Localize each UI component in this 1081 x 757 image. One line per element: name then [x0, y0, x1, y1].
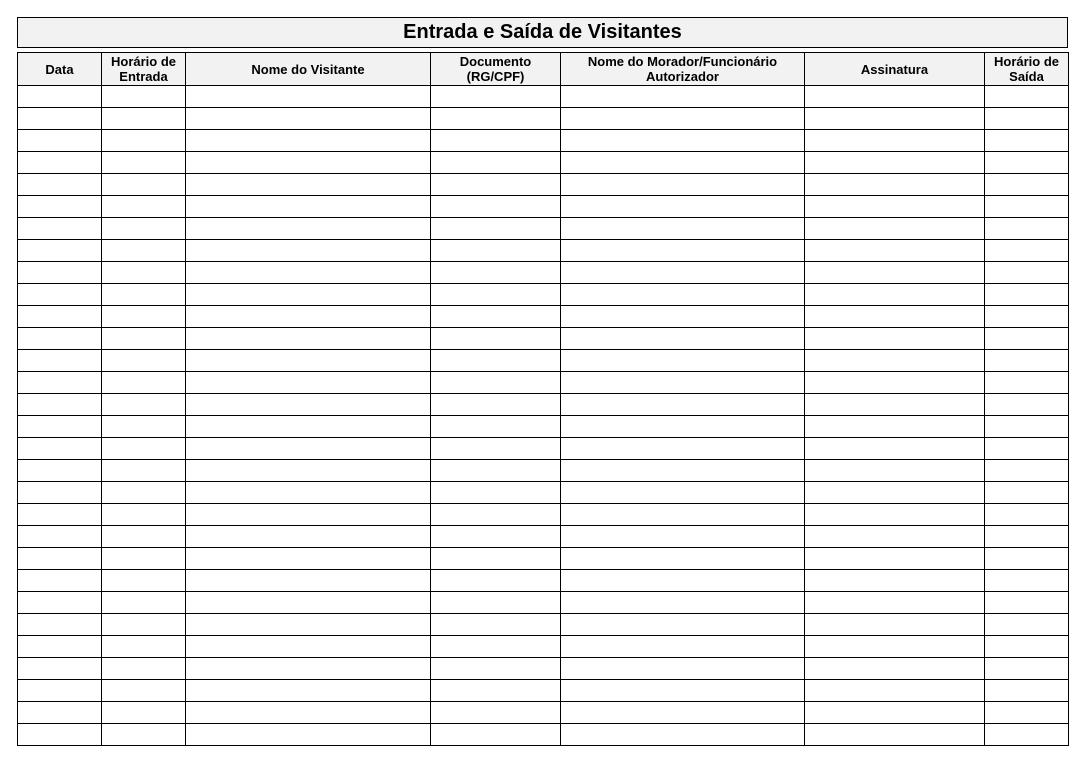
entry-time-cell	[102, 86, 186, 108]
signature-cell	[805, 130, 985, 152]
document-cell	[431, 350, 561, 372]
table-row	[18, 570, 1069, 592]
log-body	[18, 86, 1069, 746]
exit-time-cell	[985, 284, 1069, 306]
entry-time-cell	[102, 460, 186, 482]
authorizer-cell	[561, 218, 805, 240]
signature-cell	[805, 328, 985, 350]
entry-time-cell	[102, 240, 186, 262]
table-row	[18, 636, 1069, 658]
entry-time-cell	[102, 592, 186, 614]
document-cell	[431, 526, 561, 548]
authorizer-cell	[561, 504, 805, 526]
exit-time-cell	[985, 482, 1069, 504]
date-cell	[18, 504, 102, 526]
column-header-visitor-name: Nome do Visitante	[186, 53, 431, 86]
visitor-name-cell	[186, 86, 431, 108]
authorizer-cell	[561, 130, 805, 152]
entry-time-cell	[102, 262, 186, 284]
date-cell	[18, 350, 102, 372]
authorizer-cell	[561, 592, 805, 614]
authorizer-cell	[561, 438, 805, 460]
visitor-name-cell	[186, 174, 431, 196]
document-cell	[431, 504, 561, 526]
exit-time-cell	[985, 504, 1069, 526]
entry-time-cell	[102, 108, 186, 130]
signature-cell	[805, 614, 985, 636]
entry-time-cell	[102, 394, 186, 416]
document-cell	[431, 614, 561, 636]
date-cell	[18, 724, 102, 746]
authorizer-cell	[561, 196, 805, 218]
exit-time-cell	[985, 86, 1069, 108]
date-cell	[18, 174, 102, 196]
signature-cell	[805, 108, 985, 130]
visitor-name-cell	[186, 504, 431, 526]
column-header-entry-time: Horário de Entrada	[102, 53, 186, 86]
signature-cell	[805, 438, 985, 460]
column-header-document: Documento (RG/CPF)	[431, 53, 561, 86]
exit-time-cell	[985, 372, 1069, 394]
visitor-name-cell	[186, 526, 431, 548]
entry-time-cell	[102, 614, 186, 636]
signature-cell	[805, 394, 985, 416]
document-cell	[431, 284, 561, 306]
visitor-log-sheet	[17, 17, 1068, 746]
signature-cell	[805, 306, 985, 328]
authorizer-cell	[561, 152, 805, 174]
document-cell	[431, 548, 561, 570]
authorizer-cell	[561, 482, 805, 504]
visitor-name-cell	[186, 592, 431, 614]
table-row	[18, 702, 1069, 724]
table-row	[18, 592, 1069, 614]
document-cell	[431, 636, 561, 658]
date-cell	[18, 130, 102, 152]
entry-time-cell	[102, 482, 186, 504]
entry-time-cell	[102, 196, 186, 218]
signature-cell	[805, 526, 985, 548]
entry-time-cell	[102, 702, 186, 724]
visitor-name-cell	[186, 350, 431, 372]
authorizer-cell	[561, 614, 805, 636]
column-header-authorizer: Nome do Morador/Funcionário Autorizador	[561, 53, 805, 86]
signature-cell	[805, 570, 985, 592]
document-cell	[431, 724, 561, 746]
authorizer-cell	[561, 702, 805, 724]
visitor-name-cell	[186, 636, 431, 658]
document-cell	[431, 306, 561, 328]
entry-time-cell	[102, 284, 186, 306]
date-cell	[18, 526, 102, 548]
table-row	[18, 460, 1069, 482]
entry-time-cell	[102, 350, 186, 372]
signature-cell	[805, 658, 985, 680]
visitor-name-cell	[186, 416, 431, 438]
document-cell	[431, 702, 561, 724]
signature-cell	[805, 284, 985, 306]
date-cell	[18, 218, 102, 240]
exit-time-cell	[985, 240, 1069, 262]
authorizer-cell	[561, 350, 805, 372]
table-row	[18, 614, 1069, 636]
document-cell	[431, 394, 561, 416]
exit-time-cell	[985, 702, 1069, 724]
table-row	[18, 306, 1069, 328]
exit-time-cell	[985, 174, 1069, 196]
table-row	[18, 504, 1069, 526]
document-cell	[431, 152, 561, 174]
exit-time-cell	[985, 614, 1069, 636]
visitor-name-cell	[186, 438, 431, 460]
visitor-name-cell	[186, 284, 431, 306]
table-row	[18, 152, 1069, 174]
date-cell	[18, 284, 102, 306]
document-cell	[431, 570, 561, 592]
exit-time-cell	[985, 460, 1069, 482]
visitor-name-cell	[186, 152, 431, 174]
exit-time-cell	[985, 724, 1069, 746]
visitor-name-cell	[186, 372, 431, 394]
entry-time-cell	[102, 526, 186, 548]
table-row	[18, 438, 1069, 460]
authorizer-cell	[561, 306, 805, 328]
visitor-name-cell	[186, 702, 431, 724]
entry-time-cell	[102, 328, 186, 350]
authorizer-cell	[561, 174, 805, 196]
document-cell	[431, 482, 561, 504]
exit-time-cell	[985, 108, 1069, 130]
document-cell	[431, 680, 561, 702]
column-header-signature: Assinatura	[805, 53, 985, 86]
table-row	[18, 416, 1069, 438]
exit-time-cell	[985, 658, 1069, 680]
date-cell	[18, 328, 102, 350]
authorizer-cell	[561, 570, 805, 592]
date-cell	[18, 570, 102, 592]
table-row	[18, 284, 1069, 306]
entry-time-cell	[102, 372, 186, 394]
table-row	[18, 680, 1069, 702]
table-row	[18, 658, 1069, 680]
column-header-date: Data	[18, 53, 102, 86]
visitor-name-cell	[186, 130, 431, 152]
authorizer-cell	[561, 658, 805, 680]
date-cell	[18, 416, 102, 438]
signature-cell	[805, 482, 985, 504]
visitor-name-cell	[186, 394, 431, 416]
visitor-name-cell	[186, 724, 431, 746]
table-row	[18, 218, 1069, 240]
date-cell	[18, 306, 102, 328]
visitor-log-table	[17, 52, 1069, 746]
date-cell	[18, 482, 102, 504]
visitor-name-cell	[186, 548, 431, 570]
date-cell	[18, 262, 102, 284]
authorizer-cell	[561, 416, 805, 438]
authorizer-cell	[561, 86, 805, 108]
exit-time-cell	[985, 416, 1069, 438]
date-cell	[18, 240, 102, 262]
document-cell	[431, 438, 561, 460]
authorizer-cell	[561, 108, 805, 130]
signature-cell	[805, 702, 985, 724]
entry-time-cell	[102, 152, 186, 174]
date-cell	[18, 592, 102, 614]
visitor-name-cell	[186, 482, 431, 504]
exit-time-cell	[985, 350, 1069, 372]
document-cell	[431, 108, 561, 130]
document-cell	[431, 262, 561, 284]
signature-cell	[805, 372, 985, 394]
document-cell	[431, 658, 561, 680]
visitor-name-cell	[186, 196, 431, 218]
signature-cell	[805, 724, 985, 746]
authorizer-cell	[561, 460, 805, 482]
signature-cell	[805, 460, 985, 482]
table-row	[18, 724, 1069, 746]
signature-cell	[805, 548, 985, 570]
signature-cell	[805, 636, 985, 658]
entry-time-cell	[102, 548, 186, 570]
entry-time-cell	[102, 636, 186, 658]
authorizer-cell	[561, 328, 805, 350]
date-cell	[18, 86, 102, 108]
visitor-name-cell	[186, 680, 431, 702]
signature-cell	[805, 240, 985, 262]
signature-cell	[805, 416, 985, 438]
authorizer-cell	[561, 262, 805, 284]
document-cell	[431, 416, 561, 438]
form-title: Entrada e Saída de Visitantes	[17, 17, 1068, 48]
date-cell	[18, 394, 102, 416]
table-row	[18, 372, 1069, 394]
authorizer-cell	[561, 680, 805, 702]
entry-time-cell	[102, 130, 186, 152]
exit-time-cell	[985, 526, 1069, 548]
signature-cell	[805, 350, 985, 372]
date-cell	[18, 614, 102, 636]
header-row	[18, 53, 1069, 86]
signature-cell	[805, 680, 985, 702]
date-cell	[18, 108, 102, 130]
table-row	[18, 548, 1069, 570]
document-cell	[431, 218, 561, 240]
table-row	[18, 328, 1069, 350]
authorizer-cell	[561, 548, 805, 570]
authorizer-cell	[561, 636, 805, 658]
authorizer-cell	[561, 526, 805, 548]
document-cell	[431, 130, 561, 152]
document-cell	[431, 174, 561, 196]
date-cell	[18, 460, 102, 482]
visitor-name-cell	[186, 108, 431, 130]
table-row	[18, 108, 1069, 130]
signature-cell	[805, 592, 985, 614]
date-cell	[18, 438, 102, 460]
entry-time-cell	[102, 570, 186, 592]
table-row	[18, 262, 1069, 284]
date-cell	[18, 658, 102, 680]
visitor-name-cell	[186, 328, 431, 350]
entry-time-cell	[102, 416, 186, 438]
visitor-name-cell	[186, 658, 431, 680]
document-cell	[431, 328, 561, 350]
signature-cell	[805, 196, 985, 218]
entry-time-cell	[102, 438, 186, 460]
entry-time-cell	[102, 680, 186, 702]
signature-cell	[805, 218, 985, 240]
exit-time-cell	[985, 592, 1069, 614]
document-cell	[431, 592, 561, 614]
date-cell	[18, 372, 102, 394]
date-cell	[18, 702, 102, 724]
signature-cell	[805, 86, 985, 108]
exit-time-cell	[985, 262, 1069, 284]
date-cell	[18, 680, 102, 702]
exit-time-cell	[985, 548, 1069, 570]
authorizer-cell	[561, 240, 805, 262]
exit-time-cell	[985, 394, 1069, 416]
table-row	[18, 130, 1069, 152]
date-cell	[18, 548, 102, 570]
table-row	[18, 174, 1069, 196]
authorizer-cell	[561, 372, 805, 394]
table-row	[18, 240, 1069, 262]
signature-cell	[805, 174, 985, 196]
signature-cell	[805, 262, 985, 284]
exit-time-cell	[985, 130, 1069, 152]
exit-time-cell	[985, 438, 1069, 460]
table-row	[18, 86, 1069, 108]
entry-time-cell	[102, 658, 186, 680]
entry-time-cell	[102, 174, 186, 196]
table-row	[18, 350, 1069, 372]
visitor-name-cell	[186, 262, 431, 284]
exit-time-cell	[985, 328, 1069, 350]
entry-time-cell	[102, 724, 186, 746]
exit-time-cell	[985, 570, 1069, 592]
visitor-name-cell	[186, 614, 431, 636]
table-row	[18, 196, 1069, 218]
entry-time-cell	[102, 306, 186, 328]
document-cell	[431, 196, 561, 218]
visitor-name-cell	[186, 218, 431, 240]
visitor-name-cell	[186, 306, 431, 328]
exit-time-cell	[985, 306, 1069, 328]
signature-cell	[805, 152, 985, 174]
visitor-name-cell	[186, 240, 431, 262]
date-cell	[18, 152, 102, 174]
document-cell	[431, 372, 561, 394]
exit-time-cell	[985, 218, 1069, 240]
table-row	[18, 482, 1069, 504]
authorizer-cell	[561, 394, 805, 416]
document-cell	[431, 240, 561, 262]
date-cell	[18, 636, 102, 658]
table-row	[18, 394, 1069, 416]
visitor-name-cell	[186, 570, 431, 592]
exit-time-cell	[985, 196, 1069, 218]
table-row	[18, 526, 1069, 548]
signature-cell	[805, 504, 985, 526]
exit-time-cell	[985, 152, 1069, 174]
document-cell	[431, 86, 561, 108]
document-cell	[431, 460, 561, 482]
entry-time-cell	[102, 218, 186, 240]
exit-time-cell	[985, 680, 1069, 702]
date-cell	[18, 196, 102, 218]
visitor-name-cell	[186, 460, 431, 482]
exit-time-cell	[985, 636, 1069, 658]
entry-time-cell	[102, 504, 186, 526]
authorizer-cell	[561, 724, 805, 746]
column-header-exit-time: Horário de Saída	[985, 53, 1069, 86]
authorizer-cell	[561, 284, 805, 306]
